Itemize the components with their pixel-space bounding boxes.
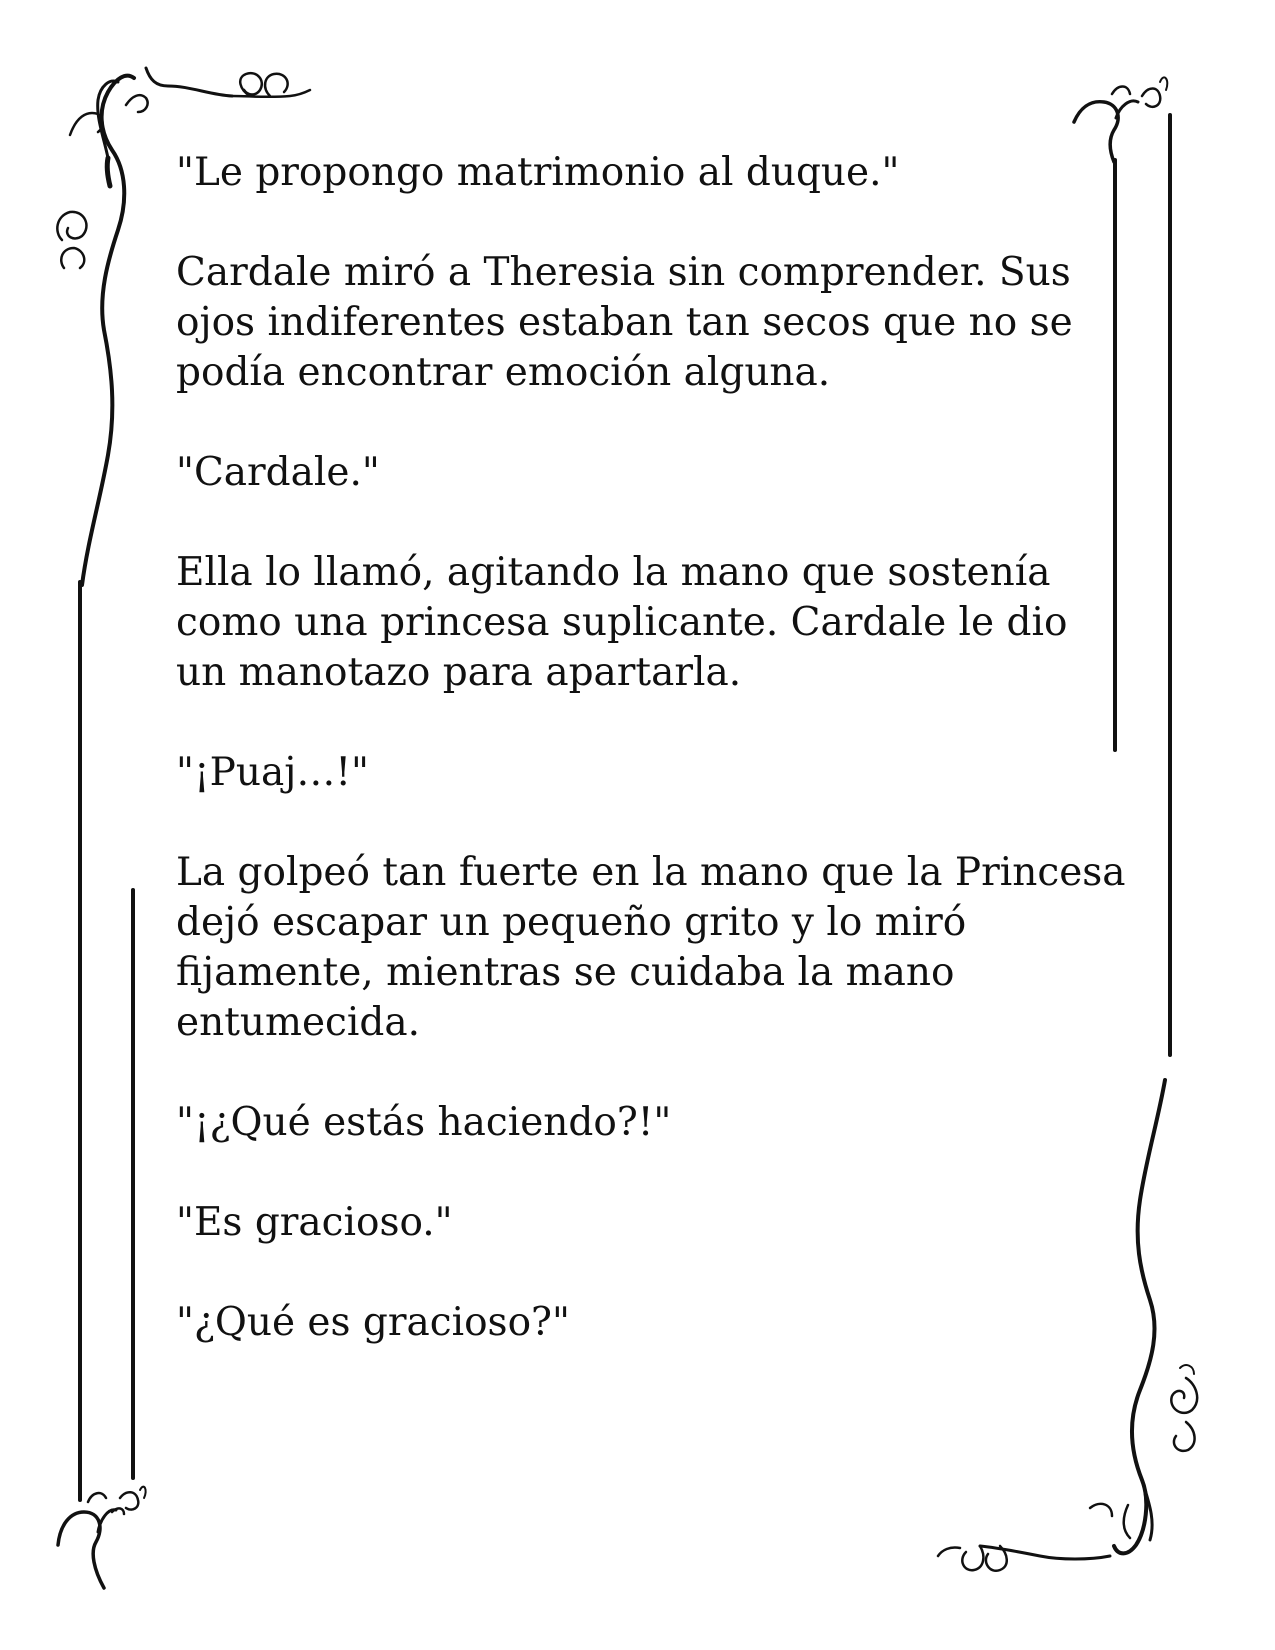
- paragraph-proposal: "Le propongo matrimonio al duque.": [176, 150, 900, 195]
- paragraph-hit-hand: La golpeó tan fuerte en la mano que la Princesa dejó escapar un pequeño grito y lo miró fijamente, mientras se cuidaba la mano entumecida.: [176, 850, 1126, 1045]
- story-text: [176, 148, 1126, 1398]
- paragraph-funny: "Es gracioso.": [176, 1200, 453, 1245]
- bottom-left-flourish-icon: [58, 1487, 146, 1588]
- paragraph-what-doing: "¡¿Qué estás haciendo?!": [176, 1100, 672, 1145]
- paragraph-cardale-called: "Cardale.": [176, 450, 380, 495]
- paragraph-cardale-looks: Cardale miró a Theresia sin comprender. Sus ojos indiferentes estaban tan secos que no se podía encontrar emoción alguna.: [176, 250, 1073, 395]
- paragraph-what-funny: "¿Qué es gracioso?": [176, 1300, 570, 1345]
- paragraph-she-called: Ella lo llamó, agitando la mano que sostenía como una princesa suplicante. Cardale le dio un manotazo para apartarla.: [176, 550, 1068, 695]
- paragraph-puaj: "¡Puaj…!": [176, 750, 369, 795]
